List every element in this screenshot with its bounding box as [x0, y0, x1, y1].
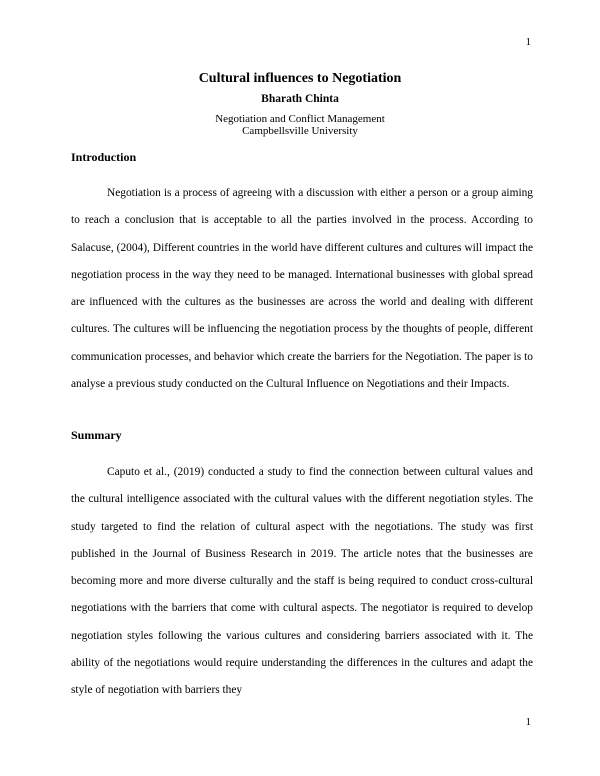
affiliation-university: Campbellsville University	[242, 125, 358, 137]
author-name: Bharath Chinta	[261, 93, 339, 105]
introduction-paragraph: Negotiation is a process of agreeing with a discussion with either a person or a group aiming to reach a conclusion that is acceptable to all the parties involved in the process. According to Salacuse, (2004), Different countries in the world have different cultures and cultures will impact the negotiation process in the way they need to be managed. International businesses with global spread are influenced with the cultures as the businesses are across the world and dealing with different cultures. The cultures will be influencing the negotiation process by the thoughts of people, different communication processes, and behavior which create the barriers for the Negotiation. The paper is to analyse a previous study conducted on the Cultural Influence on Negotiations and their Impacts.	[71, 187, 533, 391]
affiliation-course: Negotiation and Conflict Management	[215, 113, 385, 125]
summary-paragraph: Caputo et al., (2019) conducted a study to find the connection between cultural values and the cultural intelligence associated with the cultural values with the different negotiation styles. The study targeted to find the relation of cultural aspect with the negotiations. The study was first published in the Journal of Business Research in 2019. The article notes that the businesses are becoming more and more diverse culturally and the staff is being required to conduct cross-cultural negotiations with the barriers that come with cultural aspects. The negotiator is required to develop negotiation styles following the various cultures and considering barriers associated with it. The ability of the negotiations would require understanding the differences in the cultures and adapt the style of negotiation with barriers they	[71, 466, 533, 697]
page-number-bottom: 1	[525, 716, 531, 728]
introduction-heading: Introduction	[71, 150, 137, 164]
document-title: Cultural influences to Negotiation	[198, 71, 402, 86]
summary-heading: Summary	[71, 428, 122, 442]
page-number-top: 1	[525, 36, 531, 48]
